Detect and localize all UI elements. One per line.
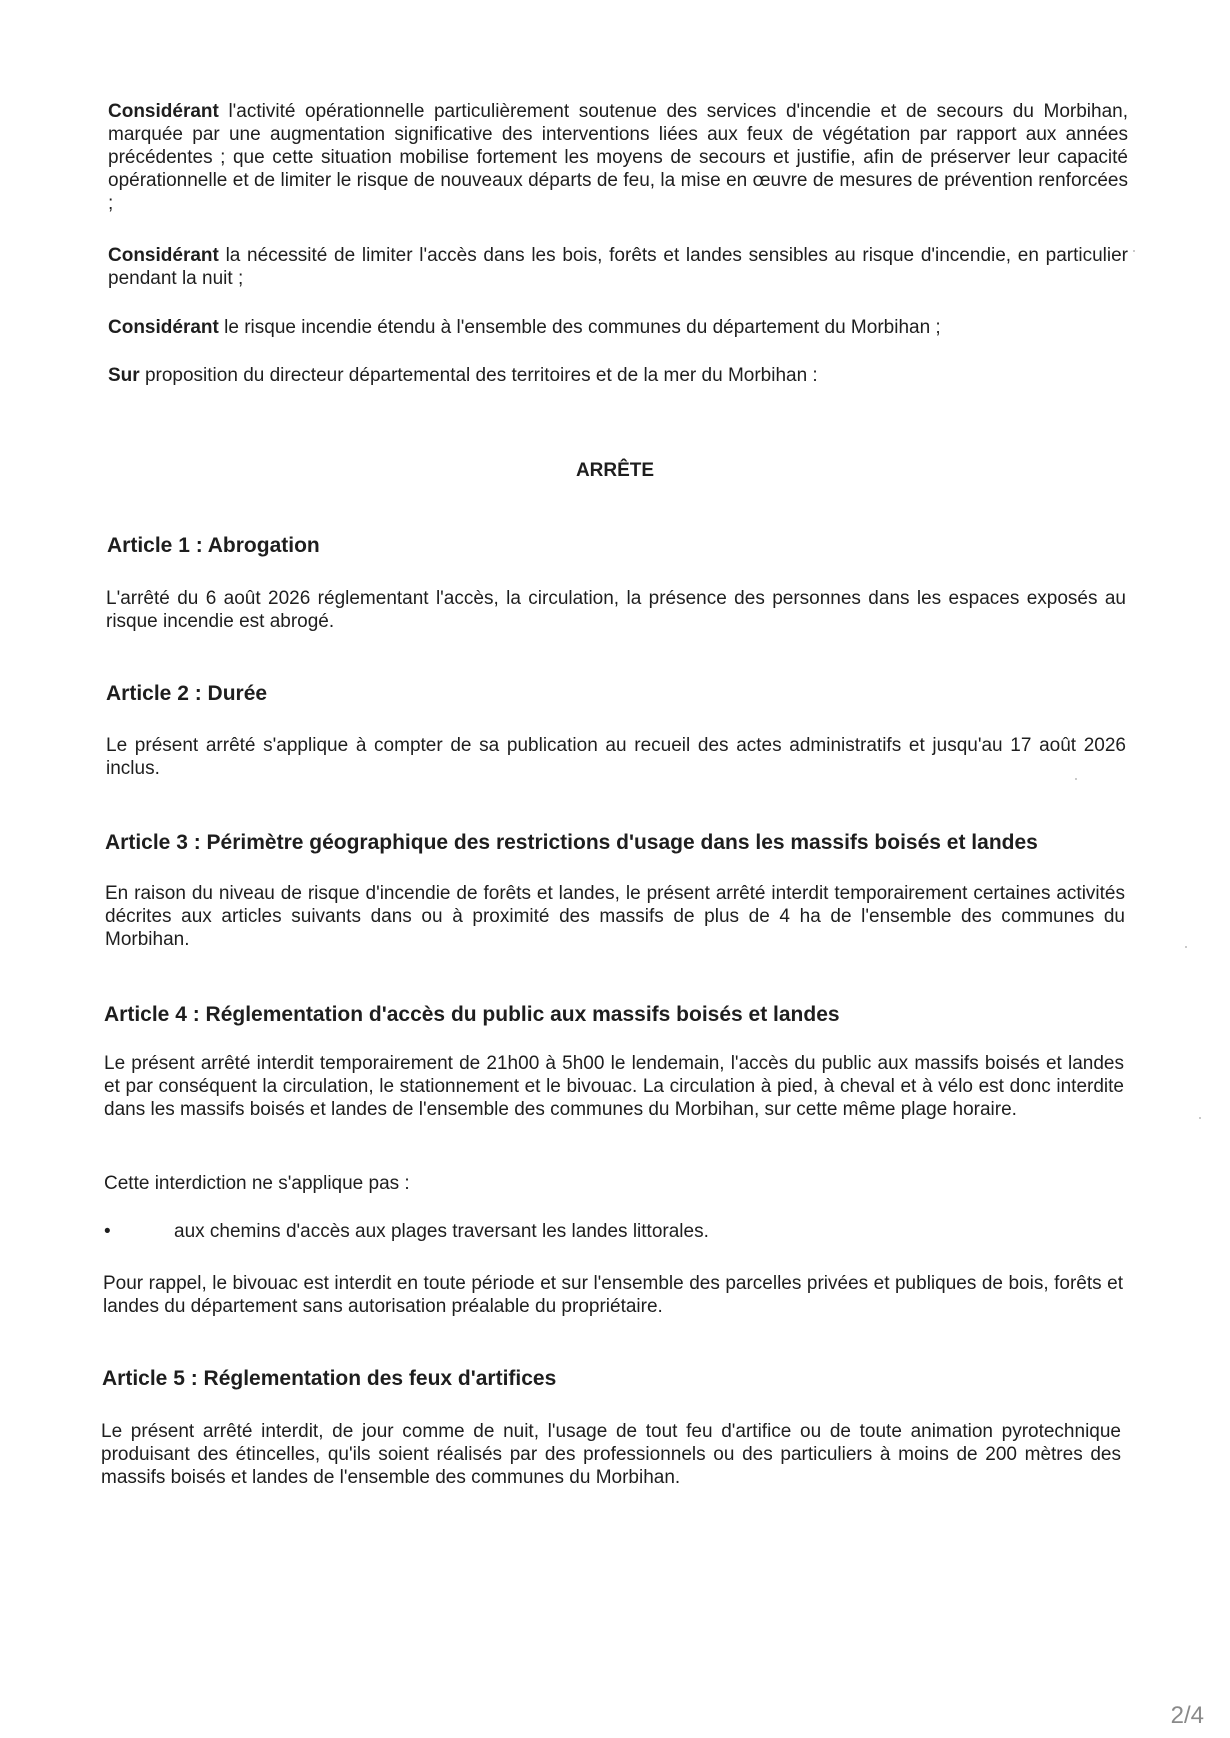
article-heading: Article 1 : Abrogation — [107, 534, 320, 557]
scan-speck — [1133, 250, 1135, 252]
scan-speck — [1185, 946, 1187, 948]
considerant-text: la nécessité de limiter l'accès dans les bois, forêts et landes sensibles au risque d'incendie, en particulier pendant la nuit ; — [108, 245, 1128, 289]
article-heading: Article 3 : Périmètre géographique des restrictions d'usage dans les massifs boisés et landes — [105, 831, 1038, 854]
considerant-text: le risque incendie étendu à l'ensemble des communes du département du Morbihan ; — [218, 317, 941, 338]
article-paragraph: Le présent arrêté s'applique à compter de sa publication au recueil des actes administratifs et jusqu'au 17 août 2026 inclus. — [106, 735, 1126, 779]
considerant-paragraph — [108, 100, 1128, 215]
proposition-paragraph — [108, 364, 1128, 387]
bullet-marker: • — [104, 1221, 111, 1242]
article-heading: Article 5 : Réglementation des feux d'artifices — [102, 1367, 557, 1390]
considerant-paragraph — [108, 244, 1128, 290]
article-heading: Article 2 : Durée — [106, 682, 268, 705]
scan-speck — [1199, 1117, 1201, 1119]
article-paragraph: Le présent arrêté interdit, de jour comme de nuit, l'usage de tout feu d'artifice ou de toute animation pyrotechnique produisant des étincelles, qu'ils soient réalisés par des professionnels ou des particuliers à moins de 200 mètres des massifs boisés et landes de l'ensemble des communes du Morbihan. — [101, 1421, 1121, 1488]
considerant-keyword: Considérant — [108, 101, 219, 122]
article-paragraph: Pour rappel, le bivouac est interdit en toute période et sur l'ensemble des parcelles privées et publiques de bois, forêts et landes du département sans autorisation préalable du propriétaire. — [103, 1273, 1123, 1317]
considerant-keyword: Considérant — [108, 317, 219, 338]
article-paragraph: Cette interdiction ne s'applique pas : — [104, 1173, 410, 1194]
considerant-keyword: Considérant — [108, 245, 219, 266]
proposition-keyword: Sur — [108, 365, 140, 386]
scan-speck — [1075, 778, 1077, 780]
article-heading: Article 4 : Réglementation d'accès du public aux massifs boisés et landes — [104, 1003, 840, 1026]
article-paragraph: Le présent arrêté interdit temporairement de 21h00 à 5h00 le lendemain, l'accès du public aux massifs boisés et landes et par conséquent la circulation, le stationnement et le bivouac. La circulation à pied, à cheval et à vélo est donc interdite dans les massifs boisés et landes de l'ensemble des communes du Morbihan, sur cette même plage horaire. — [104, 1053, 1124, 1120]
list-item-text: aux chemins d'accès aux plages traversant les landes littorales. — [174, 1221, 709, 1242]
considerant-text: l'activité opérationnelle particulièrement soutenue des services d'incendie et de secours du Morbihan, marquée par une augmentation significative des interventions liées aux feux de végétation par rapport aux années précédentes ; que cette situation mobilise fortement les moyens de secours et justifie, afin de préserver leur capacité opérationnelle et de limiter le risque de nouveaux départs de feu, la mise en œuvre de mesures de prévention renforcées ; — [108, 101, 1128, 214]
considerant-paragraph — [108, 316, 1128, 339]
page-number: 2/4 — [1170, 1702, 1204, 1729]
article-paragraph: L'arrêté du 6 août 2026 réglementant l'accès, la circulation, la présence des personnes dans les espaces exposés au risque incendie est abrogé. — [106, 588, 1126, 632]
proposition-text: proposition du directeur départemental des territoires et de la mer du Morbihan : — [139, 365, 818, 386]
arrete-title: ARRÊTE — [575, 460, 655, 481]
article-paragraph: En raison du niveau de risque d'incendie de forêts et landes, le présent arrêté interdit temporairement certaines activités décrites aux articles suivants dans ou à proximité des massifs de plus de 4 ha de l'ensemble des communes du Morbihan. — [105, 883, 1125, 950]
